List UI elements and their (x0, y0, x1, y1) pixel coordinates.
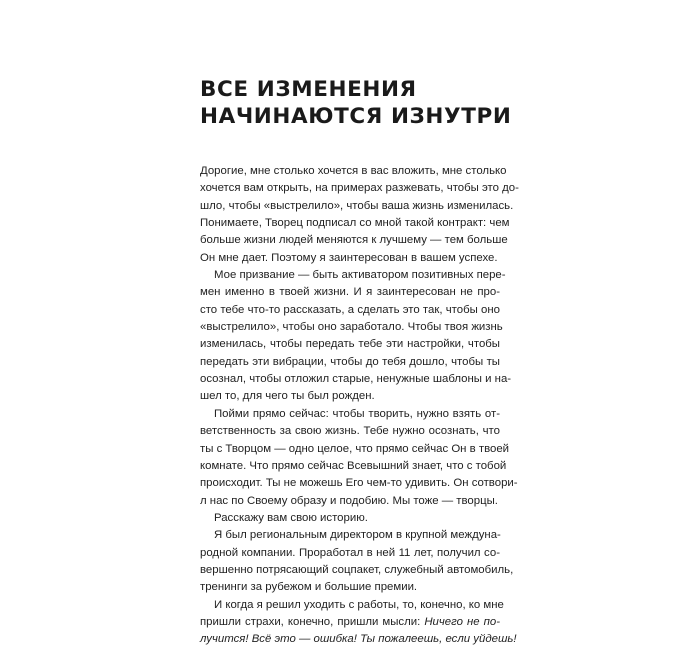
chapter-body (200, 163, 519, 649)
text-line: ты с Творцом — одно целое, что прямо сейчас Он в твоей (200, 442, 510, 455)
text-line: шло, чтобы «выстрелило», чтобы ваша жизнь изменилась. (200, 199, 514, 212)
text-segment: пришли страхи, конечно, пришли мысли: (200, 615, 421, 628)
text-line: «выстрелило», чтобы оно заработало. Чтобы твоя жизнь (200, 321, 503, 334)
text-line: сто тебе что-то рассказать, а сделать это так, чтобы оно (200, 303, 500, 316)
text-line: хочется вам открыть, на примерах разжевать, чтобы это до- (200, 182, 519, 195)
text-line: Я был региональным директором в крупной междуна- (214, 529, 501, 542)
chapter-title-line-2: НАЧИНАЮТСЯ ИЗНУТРИ (200, 104, 512, 129)
text-line: изменилась, чтобы передать тебе эти настройки, чтобы (200, 338, 500, 351)
italic-quote-line: лучится! Всё это — ошибка! Ты пожалеешь, если уйдешь! (200, 633, 517, 646)
book-page (200, 0, 519, 646)
text-line: И когда я решил уходить с работы, то, конечно, ко мне (214, 598, 504, 611)
text-line: осознал, чтобы отложил старые, ненужные шаблоны и на- (200, 373, 512, 386)
text-line: Понимаете, Творец подписал со мной такой контракт: чем (200, 217, 510, 230)
text-line: ветственность за свою жизнь. Тебе нужно осознать, что (200, 425, 500, 438)
text-line: тренинги за рубежом и большие премии. (200, 581, 418, 594)
text-line: Мое призвание — быть активатором позитивных пере- (214, 269, 506, 282)
text-line: родной компании. Проработал в ней 11 лет, получил со- (200, 546, 500, 559)
text-line: Расскажу вам свою историю. (214, 511, 368, 524)
text-line: Пойми прямо сейчас: чтобы творить, нужно взять от- (214, 407, 500, 420)
text-line: Он мне дает. Поэтому я заинтересован в вашем успехе. (200, 251, 498, 264)
text-line: происходит. Ты не можешь Его чем-то удивить. Он сотвори- (200, 477, 518, 490)
text-line (200, 614, 500, 631)
text-line: передать эти вибрации, чтобы до тебя дошло, чтобы ты (200, 355, 500, 368)
chapter-title (200, 76, 520, 130)
chapter-title-line-1: ВСЕ ИЗМЕНЕНИЯ (200, 77, 417, 102)
italic-quote: Ничего не по- (424, 615, 501, 628)
text-line: комнате. Что прямо сейчас Всевышний знает, что с тобой (200, 459, 507, 472)
text-line: Дорогие, мне столько хочется в вас вложить, мне столько (200, 165, 507, 177)
text-line: шел то, для чего ты был рожден. (200, 390, 375, 403)
text-line: больше жизни людей меняются к лучшему — тем больше (200, 234, 508, 247)
text-line: вершенно потрясающий соцпакет, служебный автомобиль, (200, 563, 514, 576)
text-line: мен именно в твоей жизни. И я заинтересован не про- (200, 286, 500, 299)
text-line: л нас по Своему образу и подобию. Мы тоже — творцы. (200, 494, 498, 507)
